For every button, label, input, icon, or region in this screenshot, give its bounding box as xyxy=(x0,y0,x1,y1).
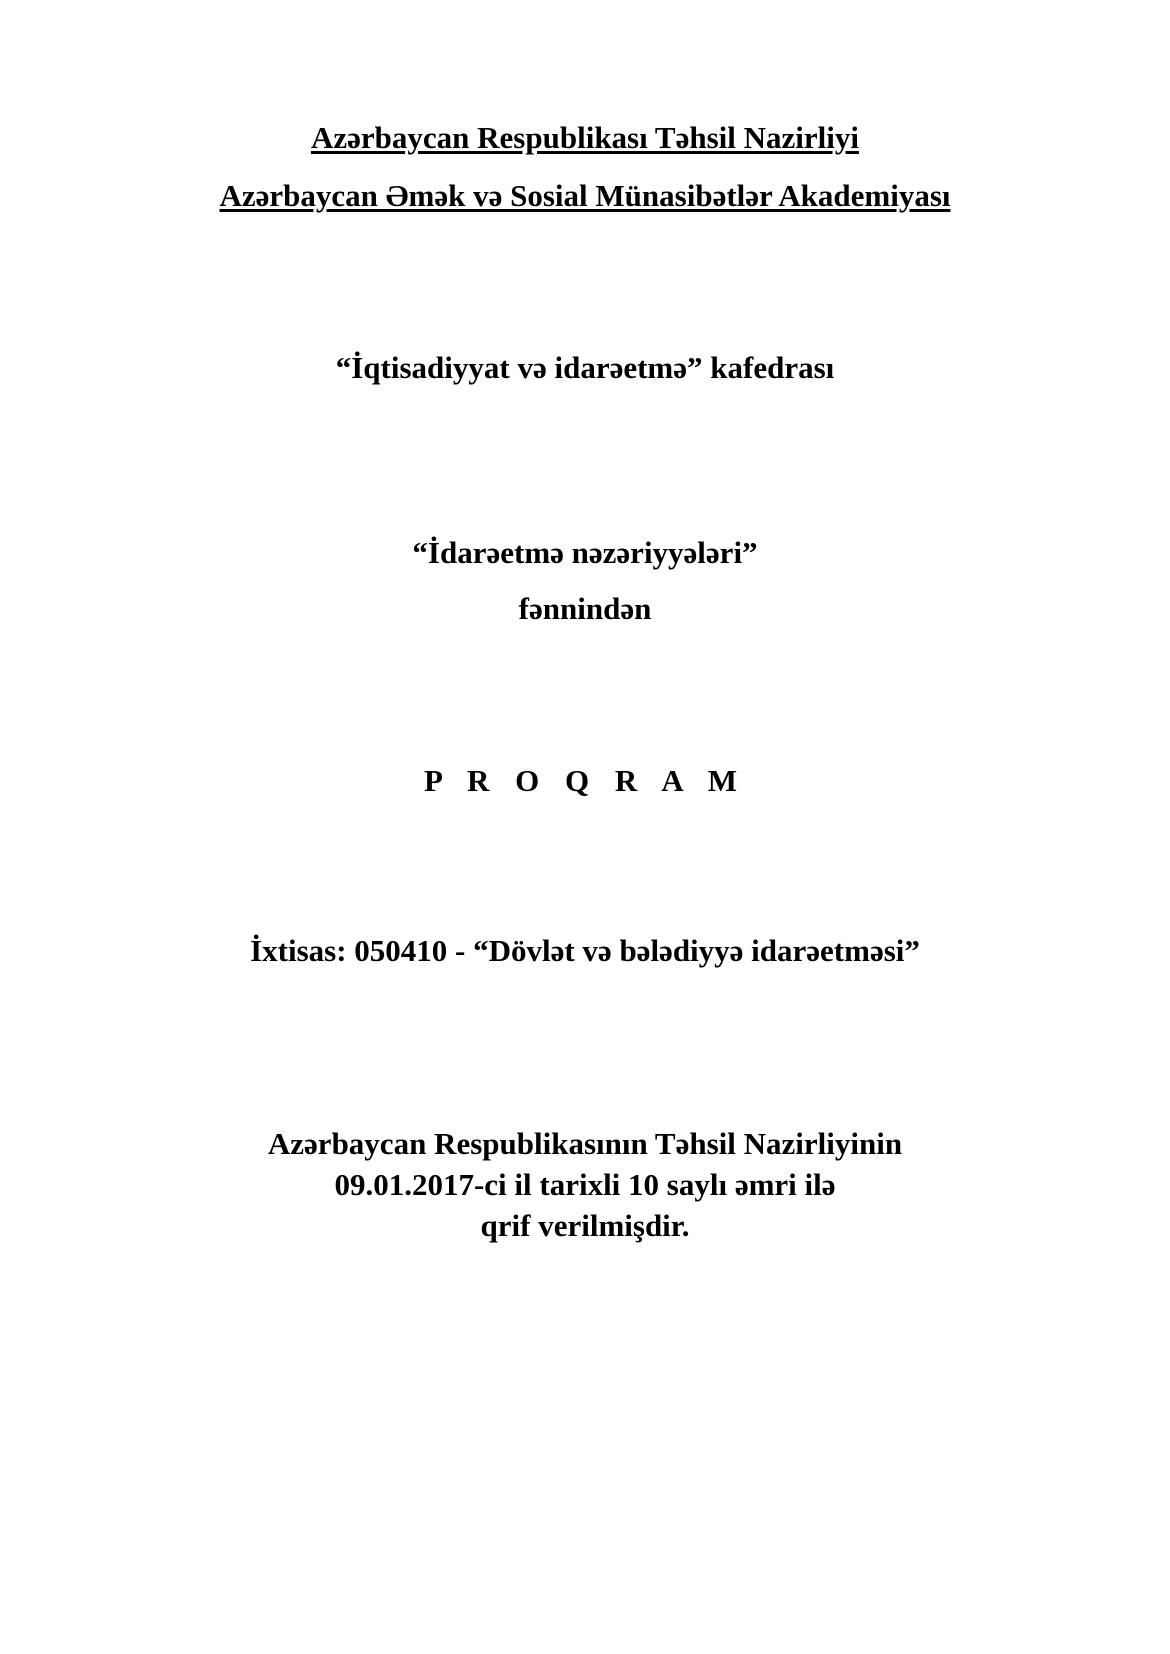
approval-line: 09.01.2017-ci il tarixli 10 saylı əmri ilə xyxy=(334,1167,836,1202)
approval-line: qrif verilmişdir. xyxy=(480,1208,690,1243)
approval-line: Azərbaycan Respublikasının Təhsil Nazirliyinin xyxy=(267,1126,903,1161)
program-title: P R O Q R A M xyxy=(424,763,746,798)
department-name: “İqtisadiyyat və idarəetmə” kafedrası xyxy=(335,350,835,385)
subject-title: “İdarəetmə nəzəriyyələri” xyxy=(412,535,758,570)
specialty-line: İxtisas: 050410 - “Dövlət və bələdiyyə idarəetməsi” xyxy=(250,933,920,968)
academy-heading: Azərbaycan Əmək və Sosial Münasibətlər Akademiyası xyxy=(219,178,951,213)
subject-suffix: fənnindən xyxy=(518,591,652,626)
ministry-heading: Azərbaycan Respublikası Təhsil Nazirliyi xyxy=(311,120,859,155)
